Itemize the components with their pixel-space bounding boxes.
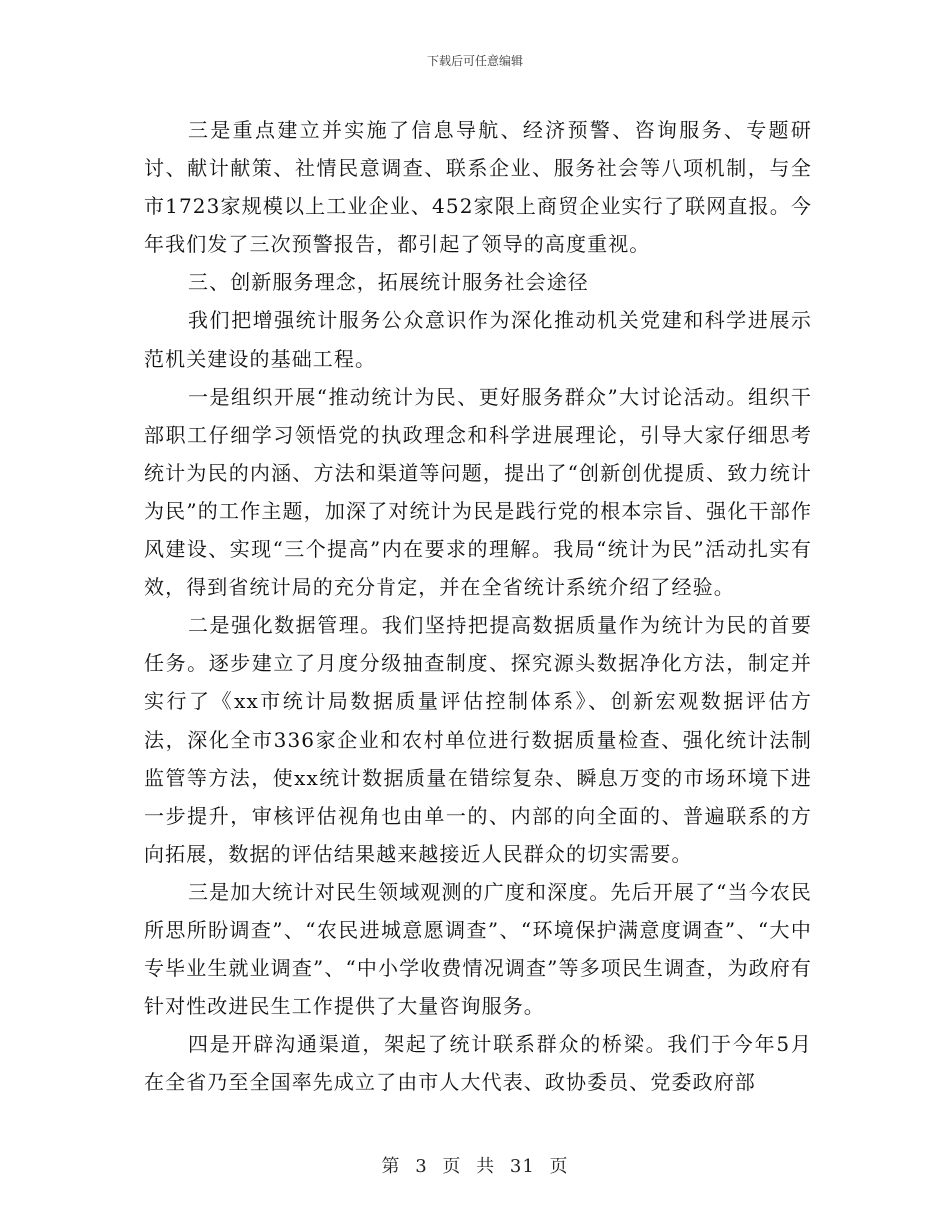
document-body	[144, 111, 812, 1101]
footer-page-number: 3	[415, 1156, 428, 1177]
paragraph-5: 三是加大统计对民生领域观测的广度和深度。先后开展了“当今农民所思所盼调查”、“农民进城意愿调查”、“环境保护满意度调查”、“大中专毕业生就业调查”、“中小学收费情况调查”等多项民生调查，为政府有针对性改进民生工作提供了大量咨询服务。	[144, 879, 812, 1019]
footer-total-pages: 31	[509, 1156, 535, 1177]
section-heading: 三、创新服务理念，拓展统计服务社会途径	[188, 270, 589, 295]
paragraph-6: 四是开辟沟通渠道，架起了统计联系群众的桥梁。我们于今年5月在全省乃至全国率先成立了由市人大代表、政协委员、党委政府部	[144, 1032, 812, 1095]
footer-total-word: 共	[476, 1156, 496, 1177]
paragraph-1: 三是重点建立并实施了信息导航、经济预警、咨询服务、专题研讨、献计献策、社情民意调查、联系企业、服务社会等八项机制，与全市1723家规模以上工业企业、452家限上商贸企业实行了联网直报。今年我们发了三次预警报告，都引起了领导的高度重视。	[144, 118, 812, 257]
paragraph-2: 我们把增强统计服务公众意识作为深化推动机关党建和科学进展示范机关建设的基础工程。	[144, 308, 812, 371]
footer-total-unit: 页	[549, 1156, 569, 1177]
page-header: 下载后可任意编辑	[426, 54, 523, 68]
footer-page-unit: 页	[442, 1156, 462, 1177]
footer-page-word: 第	[381, 1156, 401, 1177]
page-footer	[0, 1152, 950, 1178]
paragraph-3: 一是组织开展“推动统计为民、更好服务群众”大讨论活动。组织干部职工仔细学习领悟党的执政理念和科学进展理论，引导大家仔细思考统计为民的内涵、方法和渠道等问题，提出了“创新创优提质、致力统计为民”的工作主题，加深了对统计为民是践行党的根本宗旨、强化干部作风建设、实现“三个提高”内在要求的理解。我局“统计为民”活动扎实有效，得到省统计局的充分肯定，并在全省统计系统介绍了经验。	[144, 384, 812, 600]
paragraph-4: 二是强化数据管理。我们坚持把提高数据质量作为统计为民的首要任务。逐步建立了月度分级抽查制度、探究源头数据净化方法，制定并实行了《xx市统计局数据质量评估控制体系》、创新宏观数据评估方法，深化全市336家企业和农村单位进行数据质量检查、强化统计法制监管等方法，使xx统计数据质量在错综复杂、瞬息万变的市场环境下进一步提升，审核评估视角也由单一的、内部的向全面的、普遍联系的方向拓展，数据的评估结果越来越接近人民群众的切实需要。	[144, 613, 812, 866]
